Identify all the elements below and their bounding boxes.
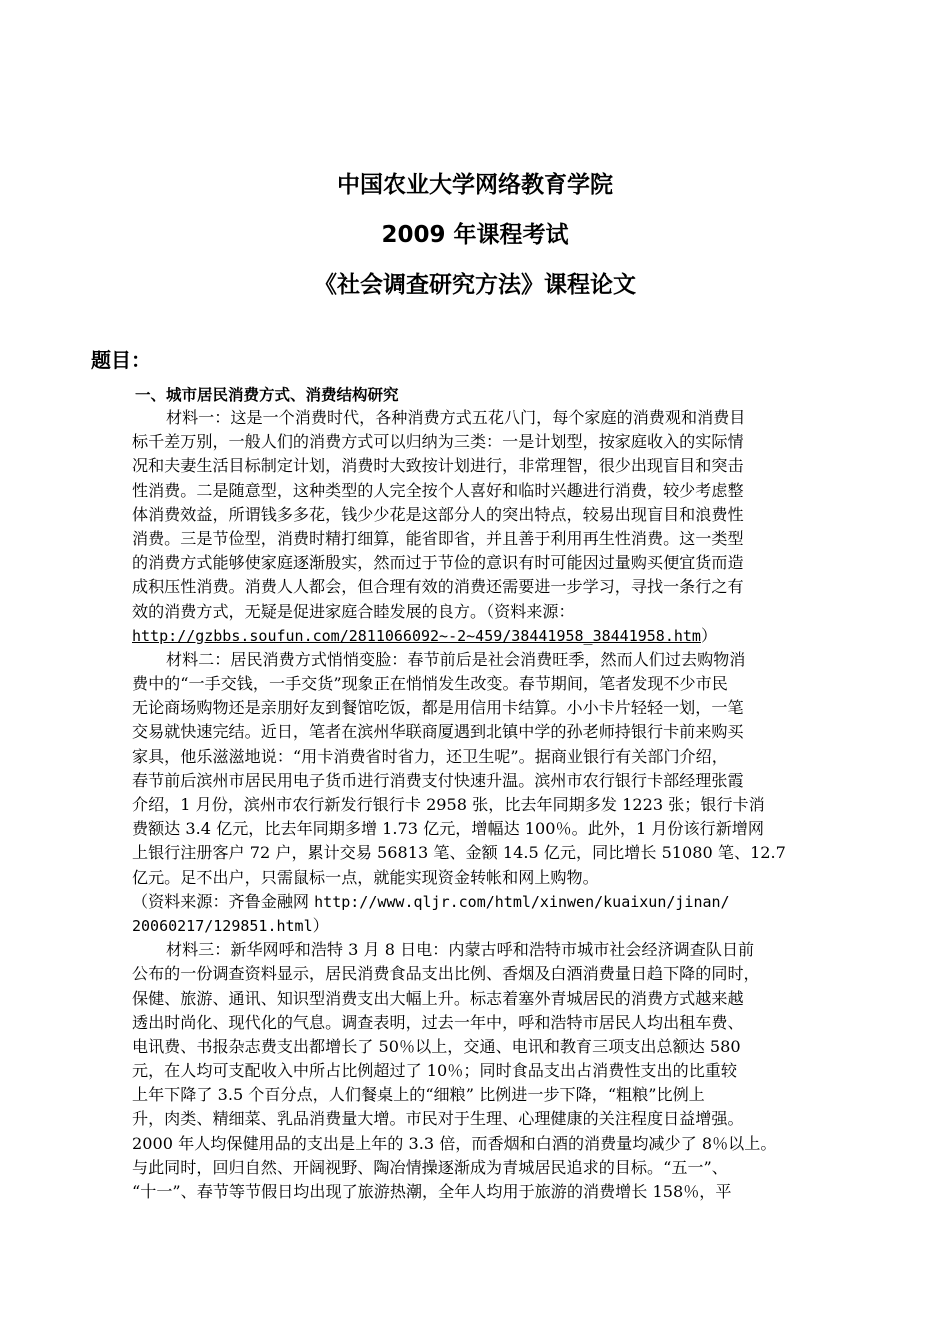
material1-line: 标千差万别，一般人们的消费方式可以归纳为三类：一是计划型，按家庭收入的实际情 [132,432,744,452]
material2-line: 介绍，1 月份，滨州市农行新发行银行卡 2958 张，比去年同期多发 1223 张；银行卡消 [132,795,765,814]
material3-line: 电讯费、书报杂志费支出都增长了 50％以上，交通、电讯和教育三项支出总额达 580 [132,1036,741,1056]
section-title: 一、城市居民消费方式、消费结构研究 [135,386,399,404]
material1-line: 材料一：这是一个消费时代，各种消费方式五花八门，每个家庭的消费观和消费目 [166,408,746,427]
material2-line: 亿元。足不出户，只需鼠标一点，就能实现资金转帐和网上购物。 [132,867,599,887]
material3-line: 上年下降了 3.5 个百分点，人们餐桌上的“细粮” 比例进一步下降，“粗粮”比例上 [132,1085,705,1105]
material1-source-line [132,624,872,648]
material2-line: 无论商场购物还是亲朋好友到餐馆吃饭，都是用信用卡结算。小小卡片轻轻一划，一笔 [132,698,744,718]
material2-source-url-part1: http://www.qljr.com/html/xinwen/kuaixun/jinan/ [314,892,730,911]
material3-line: 2000 年人均保健用品的支出是上年的 3.3 倍，而香烟和白酒的消费量均减少了 8％以上。 [132,1133,777,1153]
body-text [132,406,872,1204]
material1-line: 效的消费方式，无疑是促进家庭合睦发展的良方。（资料来源： [132,601,575,621]
material3-line: 保健、旅游、通讯、知识型消费支出大幅上升。标志着塞外青城居民的消费方式越来越 [132,988,744,1008]
material3-line: “十一”、春节等节假日均出现了旅游热潮，全年人均用于旅游的消费增长 158％，平 [132,1182,732,1201]
material1-line: 的消费方式能够使家庭逐渐殷实，然而过于节俭的意识有时可能因过量购买便宜货而造 [132,553,744,573]
material2-source-line [132,890,872,914]
material1-line: 体消费效益，所谓钱多多花，钱少少花是这部分人的突出特点，较易出现盲目和浪费性 [132,504,744,524]
material3-line: 公布的一份调查资料显示，居民消费食品支出比例、香烟及白酒消费量日趋下降的同时， [132,964,760,984]
material1-line: 消费。三是节俭型，消费时精打细算，能省即省，并且善于利用再生性消费。这一类型 [132,528,744,548]
material2-line: 费中的“一手交钱，一手交货”现象正在悄悄发生改变。春节期间，笔者发现不少市民 [132,674,728,694]
material2-source-prefix: （资料来源：齐鲁金融网 [132,891,315,911]
material3-line: 与此同时，回归自然、开阔视野、陶冶情操逐渐成为青城居民追求的目标。“五一”、 [132,1157,728,1177]
material2-source-close: ） [312,915,329,935]
material1-source-close: ） [700,625,718,645]
material2-source-line [132,914,872,938]
material3-line: 元，在人均可支配收入中所占比例超过了 10％；同时食品支出占消费性支出的比重较 [132,1061,737,1081]
material2-line: 材料二：居民消费方式悄悄变脸：春节前后是社会消费旺季，然而人们过去购物消 [166,649,746,669]
material2-line: 春节前后滨州市居民用电子货币进行消费支付快速升温。滨州市农行银行卡部经理张霞 [132,770,744,790]
material3-line: 升，肉类、精细菜、乳品消费量大增。市民对于生理、心理健康的关注程度日益增强。 [132,1109,744,1129]
course-title: 《社会调查研究方法》课程论文 [314,272,636,298]
institution-title: 中国农业大学网络教育学院 [337,172,613,198]
topic-label: 题目： [91,348,151,372]
material2-line: 上银行注册客户 72 户，累计交易 56813 笔、金额 14.5 亿元，同比增长 51080 笔、12.7 [132,843,786,863]
exam-title: 2009 年课程考试 [381,222,569,248]
material2-line: 家具，他乐滋滋地说：“用卡消费省时省力，还卫生呢”。据商业银行有关部门介绍， [132,746,728,766]
material1-line: 性消费。二是随意型，这种类型的人完全按个人喜好和临时兴趣进行消费，较少考虑整 [132,480,744,500]
material1-source-link[interactable]: http://gzbbs.soufun.com/2811066092~-2~459/38441958_38441958.htm [132,626,701,645]
material1-line: 成积压性消费。消费人人都会，但合理有效的消费还需要进一步学习，寻找一条行之有 [132,577,744,597]
material2-source-url-part2: 20060217/129851.html [132,916,313,935]
material3-line: 材料三：新华网呼和浩特 3 月 8 日电：内蒙古呼和浩特市城市社会经济调查队日前 [166,940,755,960]
material1-line: 况和夫妻生活目标制定计划，消费时大致按计划进行，非常理智，很少出现盲目和突击 [132,456,744,476]
material2-line: 交易就快速完结。近日，笔者在滨州华联商厦遇到北镇中学的孙老师持银行卡前来购买 [132,722,744,742]
material2-line: 费额达 3.4 亿元，比去年同期多增 1.73 亿元，增幅达 100％。此外，1 月份该行新增网 [132,819,764,839]
material3-line: 透出时尚化、现代化的气息。调查表明，过去一年中，呼和浩特市居民人均出租车费、 [132,1012,744,1032]
